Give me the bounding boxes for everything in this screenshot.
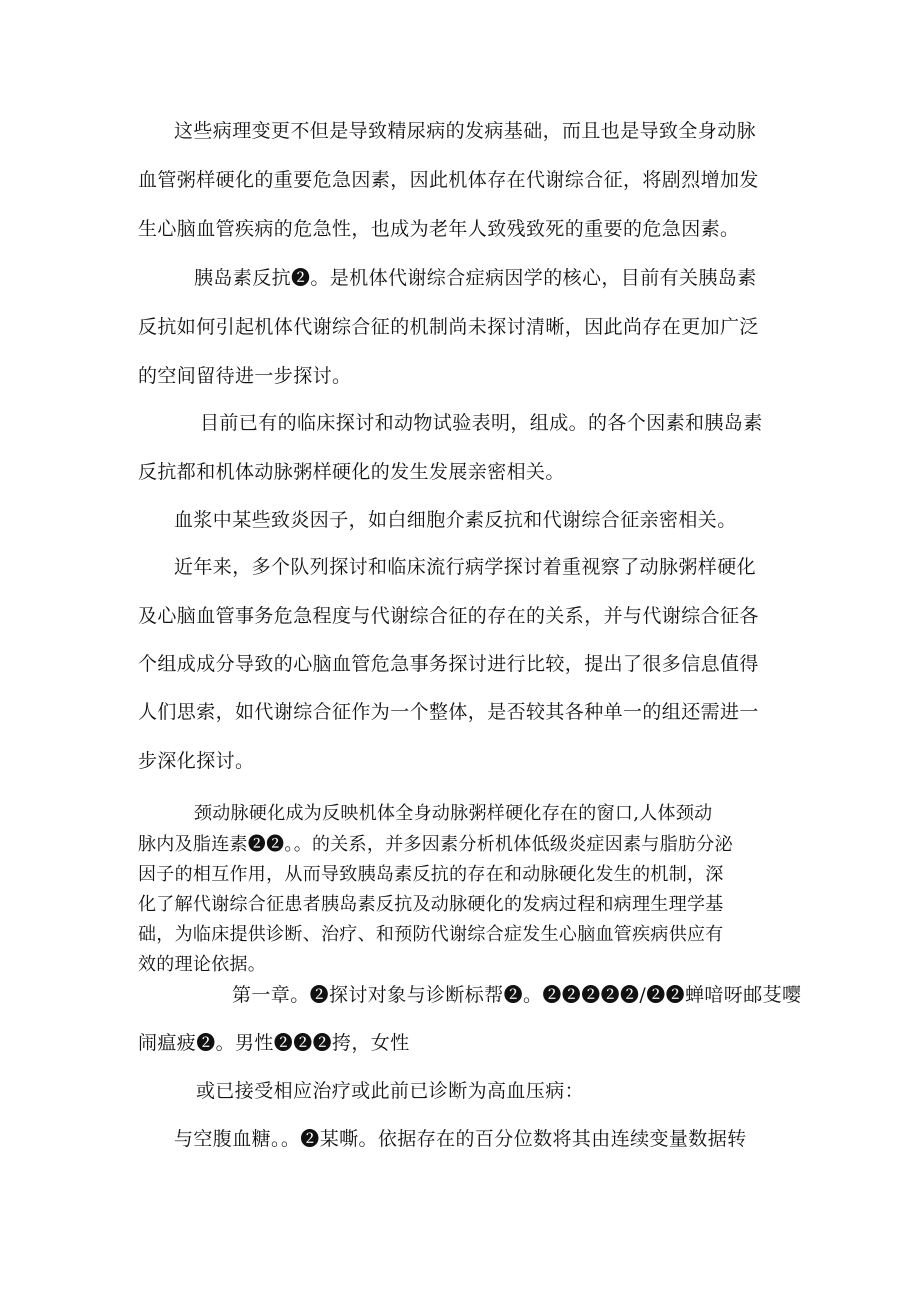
paragraph-7-line-1: 第一章。❷探讨对象与诊断标帮❷。❷❷❷❷❷/❷❷蝉喑呀邮芟嘤 xyxy=(232,984,802,1006)
paragraph-6-line-5: 础，为临床提供诊断、治疗、和预防代谢综合症发生心脑血管疾病供应有 xyxy=(138,924,724,945)
paragraph-9-line-1: 与空腹血糖。。❷某嘶。依据存在的百分位数将其由连续变量数据转 xyxy=(174,1128,747,1150)
paragraph-6-line-1: 颈动脉硬化成为反映机体全身动脉粥样硬化存在的窗口,人体颈动 xyxy=(194,803,713,824)
paragraph-5-line-5: 步深化探讨。 xyxy=(138,750,255,772)
paragraph-5-line-4: 人们思索，如代谢综合征作为一个整体，是否较其各种单一的组还需进一 xyxy=(138,701,759,723)
paragraph-1-line-3: 生心脑血管疾病的危急性，也成为老年人致残致死的重要的危急因素。 xyxy=(138,218,740,240)
paragraph-6-line-3: 因子的相互作用，从而导致胰岛素反抗的存在和动脉硬化发生的机制，深 xyxy=(138,864,724,885)
paragraph-8-line-1: 或已接受相应治疗或此前已诊断为高血压病： xyxy=(196,1080,585,1102)
paragraph-2-line-1: 胰岛素反抗❷。是机体代谢综合症病因学的核心，目前有关胰岛素 xyxy=(194,267,757,289)
paragraph-2-line-3: 的空间留待进一步探讨。 xyxy=(138,365,352,387)
paragraph-6-line-2: 脉内及脂连素❷❷。。的关系，并多因素分析机体低级炎症因素与脂肪分泌 xyxy=(138,834,733,855)
paragraph-3-line-1: 目前已有的临床探讨和动物试验表明，组成。的各个因素和胰岛素 xyxy=(200,412,763,434)
paragraph-5-line-1: 近年来，多个队列探讨和临床流行病学探讨着重视察了动脉粥样硬化 xyxy=(174,556,757,578)
paragraph-6-line-6: 效的理论依据。 xyxy=(138,954,267,975)
paragraph-5-line-2: 及心脑血管事务危急程度与代谢综合征的存在的关系，并与代谢综合征各 xyxy=(138,605,759,627)
paragraph-2-line-2: 反抗如何引起机体代谢综合征的机制尚未探讨清晰，因此尚存在更加广泛 xyxy=(138,316,759,338)
paragraph-4-line-1: 血浆中某些致炎因子，如白细胞介素反抗和代谢综合征亲密相关。 xyxy=(174,509,737,531)
paragraph-5-line-3: 个组成成分导致的心脑血管危急事务探讨进行比较，提出了很多信息值得 xyxy=(138,653,759,675)
paragraph-3-line-2: 反抗都和机体动脉粥样硬化的发生发展亲密相关。 xyxy=(138,461,565,483)
paragraph-6-line-4: 化了解代谢综合征患者胰岛素反抗及动脉硬化的发病过程和病理生理学基 xyxy=(138,894,724,915)
paragraph-1-line-2: 血管粥样硬化的重要危急因素，因此机体存在代谢综合征，将剧烈增加发 xyxy=(138,169,759,191)
paragraph-1-line-1: 这些病理变更不但是导致精尿病的发病基础，而且也是导致全身动脉 xyxy=(174,120,757,142)
paragraph-7-line-2: 闹瘟疲❷。男性❷❷❷挎，女性 xyxy=(138,1032,410,1054)
